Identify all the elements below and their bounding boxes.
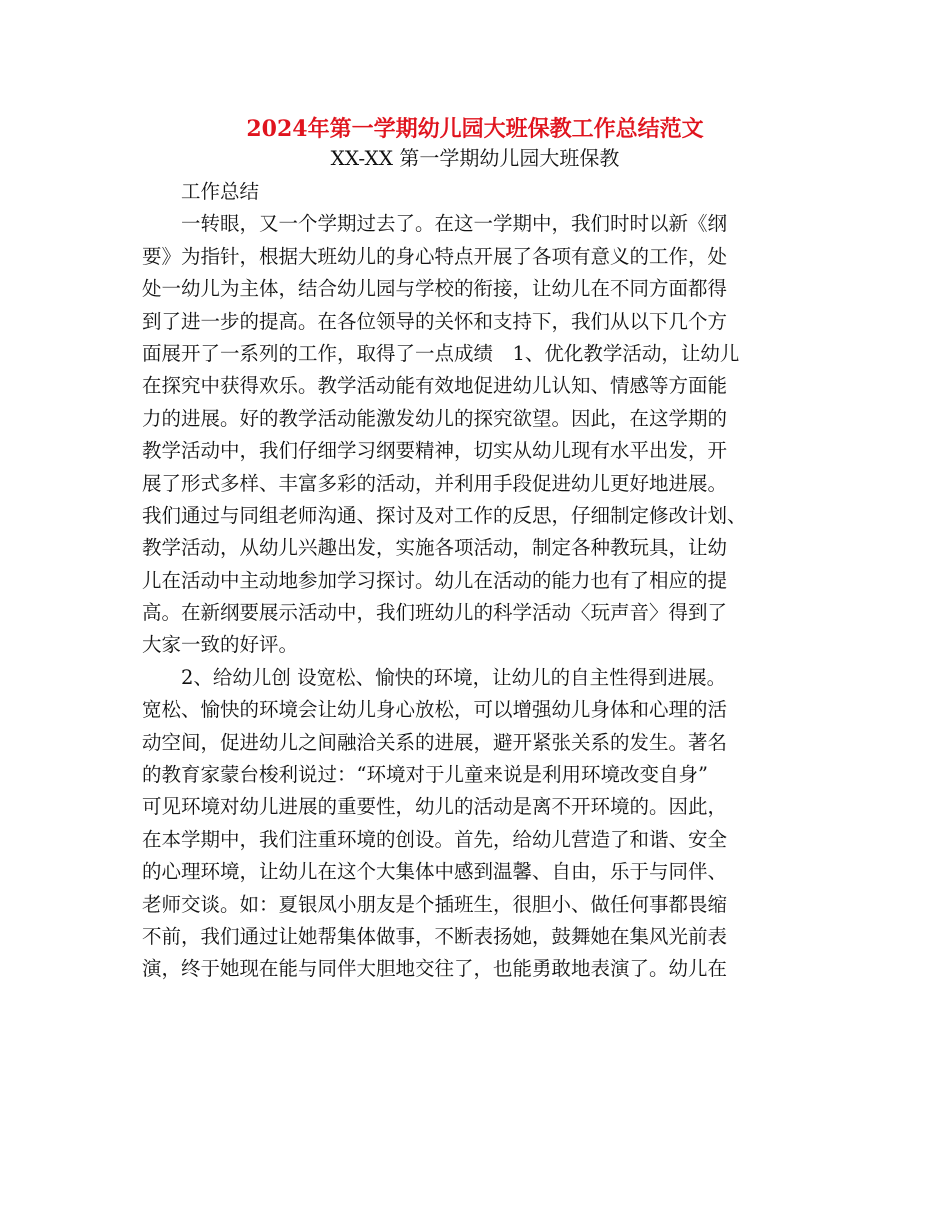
paragraph-line: 工作总结 [142,180,260,203]
paragraph-line: 动空间，促进幼儿之间融洽关系的进展，避开紧张关系的发生。著名 [142,730,728,754]
paragraph-line: 老师交谈。如：夏银凤小朋友是个插班生，很胆小、做任何事都畏缩 [142,892,728,916]
paragraph-line: 处一幼儿为主体，结合幼儿园与学校的衔接，让幼儿在不同方面都得 [142,277,728,301]
paragraph-line: 在探究中获得欢乐。教学活动能有效地促进幼儿认知、情感等方面能 [142,374,728,398]
paragraph-line: 面展开了一系列的工作，取得了一点成绩 1、优化教学活动，让幼儿 [142,341,740,365]
paragraph-line: 要》为指针，根据大班幼儿的身心特点开展了各项有意义的工作，处 [142,244,728,268]
document-body [142,176,822,986]
paragraph-line: 的教育家蒙台梭利说过：“环境对于儿童来说是利用环境改变自身” [142,763,708,787]
paragraph-line: 力的进展。好的教学活动能激发幼儿的探究欲望。因此，在这学期的 [142,406,728,430]
document-subtitle: XX-XX 第一学期幼儿园大班保教 [330,146,620,170]
paragraph-line: 教学活动，从幼儿兴趣出发，实施各项活动，制定各种教玩具，让幼 [142,536,728,560]
paragraph-line: 高。在新纲要展示活动中，我们班幼儿的科学活动〈玩声音〉得到了 [142,601,728,625]
paragraph-line: 可见环境对幼儿进展的重要性，幼儿的活动是离不开环境的。因此， [142,795,728,819]
paragraph-line: 儿在活动中主动地参加学习探讨。幼儿在活动的能力也有了相应的提 [142,568,728,592]
paragraph-line: 展了形式多样、丰富多彩的活动，并利用手段促进幼儿更好地进展。 [142,471,728,495]
paragraph-line: 大家一致的好评。 [142,633,299,657]
paragraph-line: 我们通过与同组老师沟通、探讨及对工作的反思，仔细制定修改计划、 [142,503,747,527]
paragraph-line: 演，终于她现在能与同伴大胆地交往了，也能勇敢地表演了。幼儿在 [142,957,728,981]
paragraph-line: 在本学期中，我们注重环境的创设。首先，给幼儿营造了和谐、安全 [142,827,728,851]
document-title: 2024年第一学期幼儿园大班保教工作总结范文 [246,116,704,142]
paragraph-line: 到了进一步的提高。在各位领导的关怀和支持下，我们从以下几个方 [142,309,728,333]
paragraph-line: 不前，我们通过让她帮集体做事，不断表扬她，鼓舞她在集风光前表 [142,924,728,948]
paragraph-line: 教学活动中，我们仔细学习纲要精神，切实从幼儿现有水平出发，开 [142,439,728,463]
paragraph-line: 宽松、愉快的环境会让幼儿身心放松，可以增强幼儿身体和心理的活 [142,698,728,722]
paragraph-line: 的心理环境，让幼儿在这个大集体中感到温馨、自由，乐于与同伴、 [142,860,728,884]
paragraph-line: 2、给幼儿创 设宽松、愉快的环境，让幼儿的自主性得到进展。 [142,665,727,689]
paragraph-line: 一转眼，又一个学期过去了。在这一学期中，我们时时以新《纲 [142,212,728,236]
